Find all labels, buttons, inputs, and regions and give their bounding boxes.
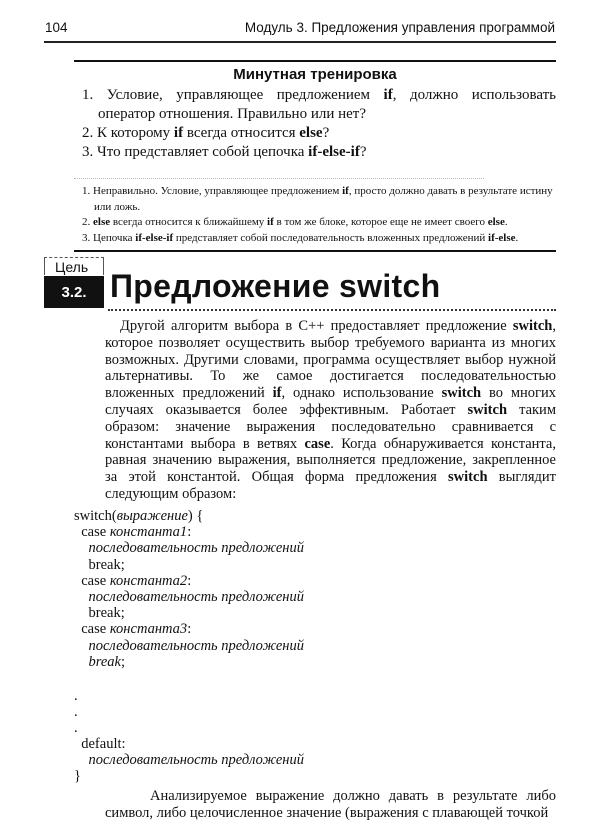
text-run: , просто должно давать в результате истину или ложь. <box>94 185 553 213</box>
text-run: case <box>74 572 110 589</box>
text-run <box>74 638 89 654</box>
code-line <box>74 605 304 621</box>
code-line <box>74 524 304 540</box>
bold-keyword: case <box>304 435 331 452</box>
code-line <box>74 573 304 589</box>
bold-keyword: if-else <box>488 231 516 244</box>
answer-item <box>82 184 556 215</box>
italic-placeholder: последовательность предложений <box>88 752 304 769</box>
exercise-box-bottom-rule <box>74 250 556 252</box>
text-run: : <box>187 524 192 541</box>
text-run <box>74 540 89 556</box>
bold-keyword: else <box>487 216 505 228</box>
text-run <box>74 654 89 670</box>
text-run: выглядит следующим образом: <box>105 469 556 502</box>
text-run: break; <box>74 556 125 573</box>
body-paragraph <box>105 318 556 503</box>
bold-keyword: switch <box>441 385 482 402</box>
text-run: 1. Неправильно. Условие, управляющее предложением <box>82 185 343 197</box>
text-run: , должно использовать оператор отношения. Правильно или нет? <box>98 87 556 122</box>
section-number: 3.2. <box>44 276 104 308</box>
text-run: 3. Что представляет собой цепочка <box>82 144 309 160</box>
text-run: ? <box>359 144 367 160</box>
text-run: default: <box>74 735 126 752</box>
text-run: case <box>74 524 110 541</box>
text-run: ; <box>120 653 126 670</box>
exercise-separator <box>74 178 484 179</box>
bold-keyword: if <box>342 185 349 197</box>
text-run: : <box>187 572 192 589</box>
text-run: в том же блоке, которое еще не имеет своего <box>273 216 488 228</box>
exercise-title: Минутная тренировка <box>233 66 397 83</box>
bold-keyword: if <box>173 125 184 141</box>
code-line <box>74 540 304 556</box>
italic-placeholder: последовательность предложений <box>88 637 304 654</box>
bold-keyword: switch <box>448 469 488 486</box>
code-line <box>74 557 304 573</box>
text-run: . <box>504 216 508 228</box>
bold-keyword: if-else-if <box>308 144 360 160</box>
text-run: 2. <box>82 216 93 228</box>
code-line <box>74 752 304 768</box>
question-item <box>82 143 556 162</box>
question-item <box>82 124 556 143</box>
exercise-answers <box>82 184 556 246</box>
italic-placeholder: последовательность предложений <box>88 540 304 557</box>
text-run: } <box>74 768 81 785</box>
code-line <box>74 736 304 752</box>
running-title: Модуль 3. Предложения управления программой <box>244 20 555 35</box>
text-run: 1. Условие, управляющее предложением <box>82 87 384 103</box>
code-line <box>74 768 304 784</box>
text-run <box>74 589 89 605</box>
code-line <box>74 638 304 654</box>
text-run: представляет собой последовательность вложенных предложений <box>173 231 489 244</box>
code-listing <box>74 508 304 784</box>
bold-keyword: if <box>383 87 393 103</box>
text-run: во многих случаях оказывается более эффективным. Работает <box>105 385 557 418</box>
bold-keyword: if <box>267 216 274 228</box>
text-run: всегда относится к ближайшему <box>110 216 268 228</box>
question-item <box>82 86 556 124</box>
code-line <box>74 688 304 704</box>
text-run: break; <box>74 605 125 622</box>
italic-placeholder: break <box>88 653 121 670</box>
bold-keyword: switch <box>467 401 508 418</box>
text-run: . <box>74 719 78 736</box>
text-run: таким образом: значение выражения последовательно сравнивается с константами выбора в ветвях <box>105 401 556 452</box>
body-paragraph <box>105 788 556 822</box>
code-line <box>74 720 304 736</box>
code-line <box>74 704 304 720</box>
code-line <box>74 589 304 605</box>
bold-keyword: else <box>299 125 323 141</box>
text-run: 3. Цепочка <box>82 231 136 244</box>
section-title: Предложение switch <box>110 268 441 304</box>
text-run: case <box>74 621 110 638</box>
text-run: . Когда обнаруживается константа, равная значению выражения, выполняется предложение, закрепленное за этой константой. Общая форма предложения <box>105 435 556 486</box>
text-run: Анализируемое выражение должно давать в результате либо символ, либо целочисленное значение (выражения с плавающей точкой <box>105 788 556 821</box>
goal-label: Цель <box>44 257 104 275</box>
italic-placeholder: константа3 <box>109 621 188 638</box>
answer-item <box>82 215 556 231</box>
text-run: ) { <box>187 508 204 524</box>
exercise-questions <box>82 86 556 162</box>
italic-placeholder: константа1 <box>109 524 188 541</box>
bold-keyword: if-else-if <box>135 231 174 244</box>
text-run: . <box>74 703 78 720</box>
bold-keyword: else <box>93 216 111 228</box>
italic-placeholder: выражение <box>116 508 188 524</box>
text-run: Другой алгоритм выбора в C++ предоставляет предложение <box>120 318 513 334</box>
text-run: : <box>187 621 192 638</box>
exercise-box-top-rule <box>74 60 556 62</box>
italic-placeholder: последовательность предложений <box>88 588 304 605</box>
text-run <box>74 752 89 768</box>
text-run: . <box>74 687 78 704</box>
section-title-underline <box>108 309 556 311</box>
text-run: всегда относится <box>183 125 300 141</box>
text-run: , которое позволяет осуществить выбор требуемого варианта из многих возможных. Другими словами, программа осуществляет выбор нужной альтернативы. То же самое достигается последовательностью вложенных предложений <box>105 318 556 402</box>
text-run: , однако использование <box>281 385 442 402</box>
italic-placeholder: константа2 <box>109 572 188 589</box>
text-run: switch( <box>74 508 117 524</box>
answer-item <box>82 231 556 247</box>
header-divider <box>44 41 556 43</box>
text-run: . <box>515 231 519 244</box>
bold-keyword: if <box>272 385 282 402</box>
bold-keyword: switch <box>512 318 553 334</box>
text-run: 2. К которому <box>82 125 174 141</box>
code-line <box>74 621 304 637</box>
text-run: ? <box>322 125 330 141</box>
code-line <box>74 508 304 524</box>
page-number: 104 <box>45 20 68 35</box>
code-line <box>74 654 304 670</box>
